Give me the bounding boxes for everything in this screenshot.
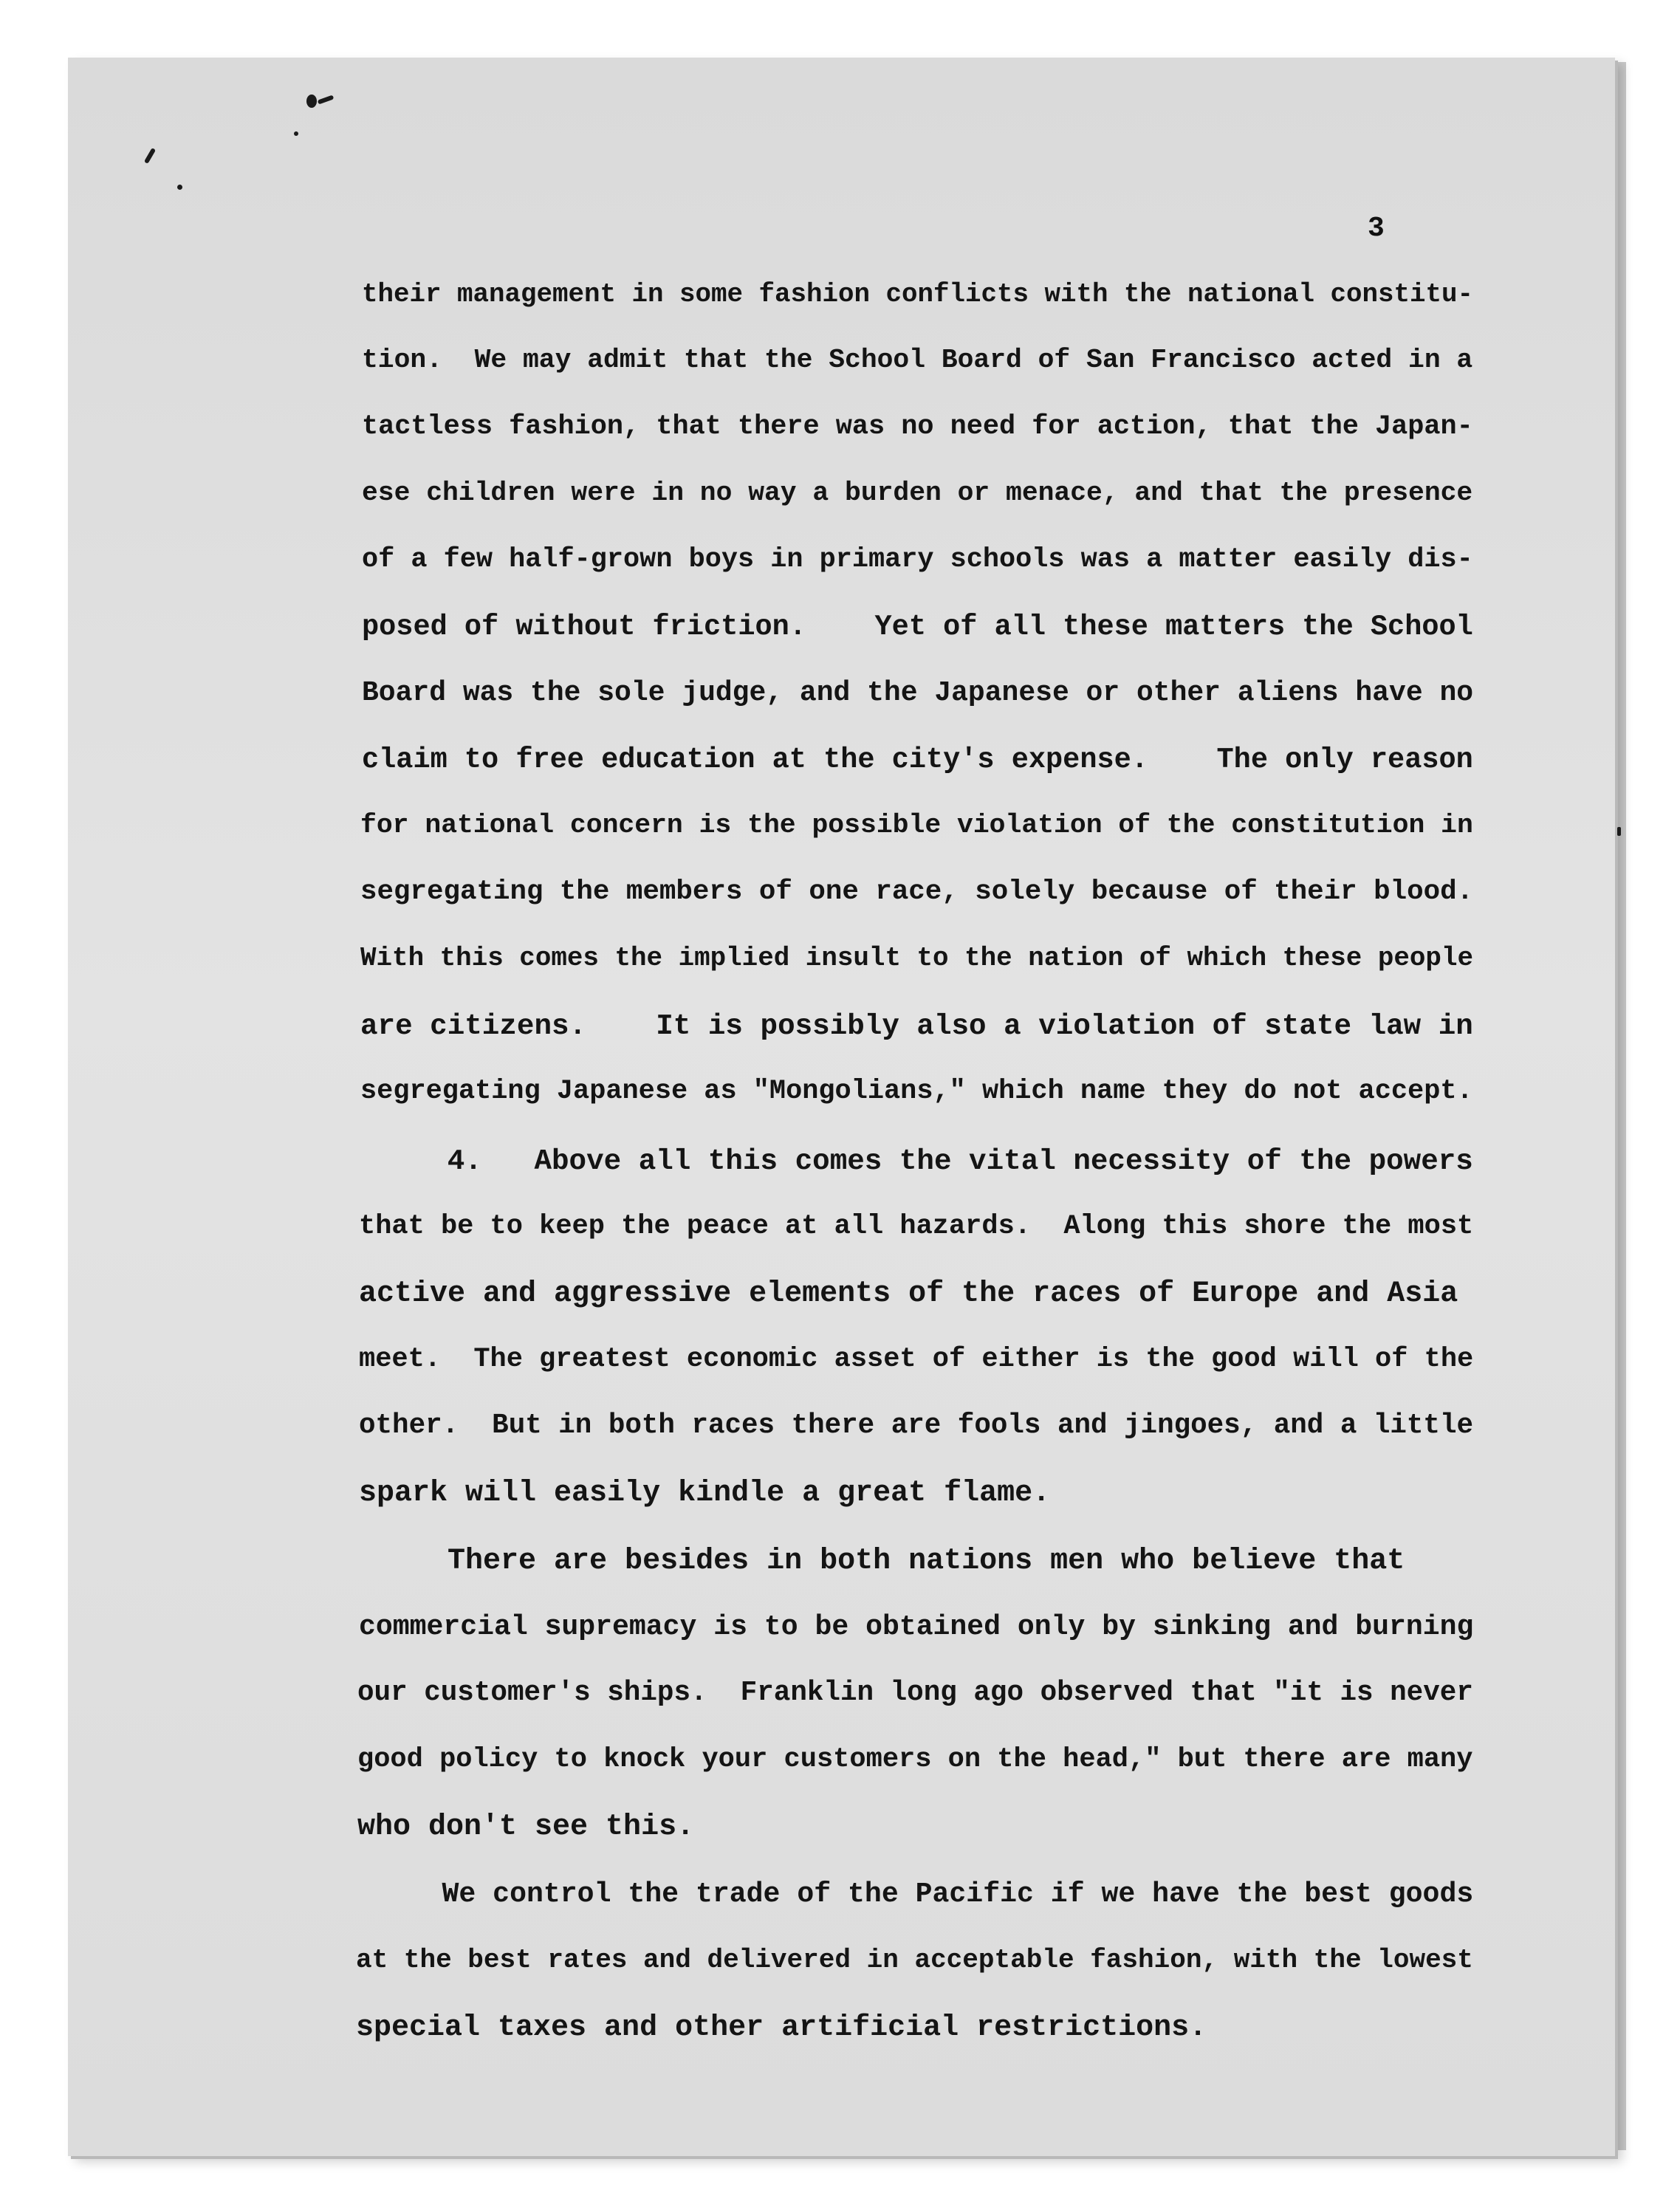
- text-line: tion. We may admit that the School Board of San Francisco acted in a: [362, 345, 1473, 375]
- text-line: their management in some fashion conflicts with the national constitu-: [362, 279, 1474, 309]
- text-line: commercial supremacy is to be obtained only by sinking and burning: [359, 1611, 1474, 1643]
- text-line: active and aggressive elements of the races of Europe and Asia: [359, 1277, 1458, 1311]
- text-line: meet. The greatest economic asset of either is the good will of the: [359, 1344, 1474, 1375]
- text-line: We control the trade of the Pacific if we have the best goods: [357, 1878, 1474, 1910]
- page-number: 3: [1368, 213, 1385, 244]
- text-line: good policy to knock your customers on the head," but there are many: [357, 1744, 1473, 1775]
- text-line: spark will easily kindle a great flame.: [359, 1477, 1051, 1510]
- sheet-edge: [1616, 62, 1626, 2150]
- text-line: segregating Japanese as "Mongolians," which name they do not accept.: [360, 1076, 1473, 1107]
- text-line: 4. Above all this comes the vital necessity of the powers: [360, 1144, 1473, 1178]
- text-line: other. But in both races there are fools and jingoes, and a little: [359, 1410, 1474, 1441]
- text-line: Board was the sole judge, and the Japanese or other aliens have no: [362, 677, 1474, 709]
- text-line: posed of without friction. Yet of all these matters the School: [362, 611, 1473, 643]
- ink-speck: [177, 185, 182, 190]
- text-line: segregating the members of one race, solely because of their blood.: [360, 876, 1474, 907]
- text-line: With this comes the implied insult to the nation of which these people: [360, 943, 1473, 973]
- text-line: claim to free education at the city's expense. The only reason: [362, 744, 1473, 776]
- text-line: who don't see this.: [357, 1811, 695, 1844]
- text-line: are citizens. It is possibly also a violation of state law in: [360, 1009, 1473, 1043]
- text-line: ese children were in no way a burden or menace, and that the presence: [362, 478, 1473, 508]
- ink-speck: [306, 95, 317, 108]
- text-line: that be to keep the peace at all hazards. Along this shore the most: [359, 1211, 1474, 1242]
- text-line: our customer's ships. Franklin long ago observed that "it is never: [357, 1678, 1473, 1709]
- text-line: at the best rates and delivered in acceptable fashion, with the lowest: [356, 1945, 1473, 1975]
- text-line: tactless fashion, that there was no need for action, that the Japan-: [362, 411, 1473, 442]
- text-line: of a few half-grown boys in primary schools was a matter easily dis-: [362, 544, 1473, 575]
- text-line: special taxes and other artificial restrictions.: [356, 2011, 1207, 2045]
- text-line: for national concern is the possible violation of the constitution in: [360, 810, 1473, 840]
- ink-speck: [1617, 827, 1621, 836]
- ink-speck: [294, 131, 298, 136]
- text-line: There are besides in both nations men who believe that: [359, 1545, 1405, 1578]
